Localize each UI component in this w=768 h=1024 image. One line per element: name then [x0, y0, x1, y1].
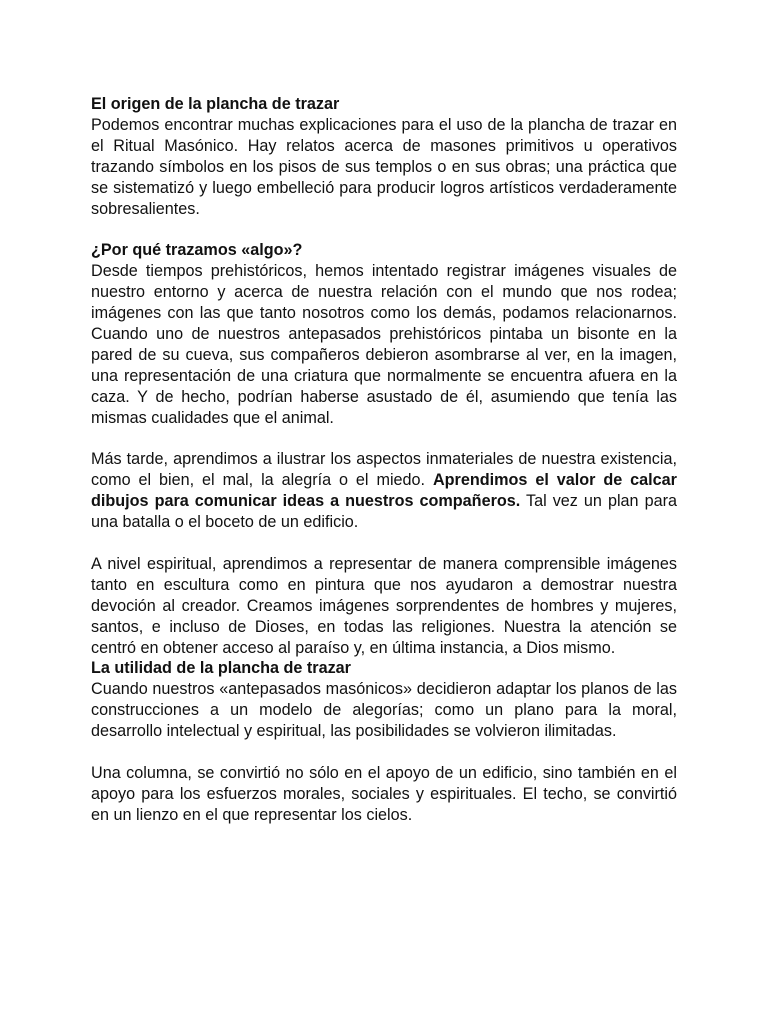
paragraph-origin: Podemos encontrar muchas explicaciones para el uso de la plancha de trazar en el Ritual Masónico. Hay relatos acerca de masones primitivos u operativos trazando símbolos en los pisos de sus templos o en sus obras; una práctica que se sistematizó y luego embelleció para producir logros artísticos verdaderamente sobresalientes.: [91, 115, 677, 218]
paragraph-utility-2: Una columna, se convirtió no sólo en el apoyo de un edificio, sino también en el apoyo para los esfuerzos morales, sociales y espirituales. El techo, se convirtió en un lienzo en el que representar los cielos.: [91, 763, 677, 824]
paragraph-why-1: Desde tiempos prehistóricos, hemos intentado registrar imágenes visuales de nuestro entorno y acerca de nuestra relación con el mundo que nos rodea; imágenes con las que tanto nosotros como los demás, podamos relacionarnos. Cuando uno de nuestros antepasados prehistóricos pintaba un bisonte en la pared de su cueva, sus compañeros debieron asombrarse al ver, en la imagen, una representación de una criatura que normalmente se encuentra afuera en la caza. Y de hecho, podrían haberse asustado de él, asumiendo que tenía las mismas cualidades que el animal.: [91, 262, 677, 427]
paragraph-why-3: A nivel espiritual, aprendimos a representar de manera comprensible imágenes tanto en escultura como en pintura que nos ayudaron a demostrar nuestra devoción al creador. Creamos imágenes sorprendentes de hombres y mujeres, santos, e incluso de Dioses, en todas las religiones. Nuestra la atención se centró en obtener acceso al paraíso y, en última instancia, a Dios mismo.: [91, 554, 677, 657]
paragraph-why-2-start: Más tarde, aprendimos a ilustrar los aspectos inmateriales de nuestra existencia, como el bien, el mal, la alegría o el miedo.: [91, 450, 677, 490]
paragraph-utility-1: Cuando nuestros «antepasados masónicos» decidieron adaptar los planos de las construcciones a un modelo de alegorías; como un plano para la moral, desarrollo intelectual y espiritual, las posibilidades se volvieron ilimitadas.: [91, 680, 677, 741]
paragraph-why-2-end: Tal vez un plan para una batalla o el boceto de un edificio.: [91, 492, 677, 532]
document-page: [91, 94, 677, 826]
section-heading-why: ¿Por qué trazamos «algo»?: [91, 241, 303, 260]
paragraph-why-2-bold: Aprendimos el valor de calcar dibujos para comunicar ideas a nuestros compañeros.: [91, 471, 677, 511]
section-heading-utility: La utilidad de la plancha de trazar: [91, 659, 351, 678]
section-heading-origin: El origen de la plancha de trazar: [91, 95, 340, 113]
paragraph-why-2: [91, 449, 677, 533]
